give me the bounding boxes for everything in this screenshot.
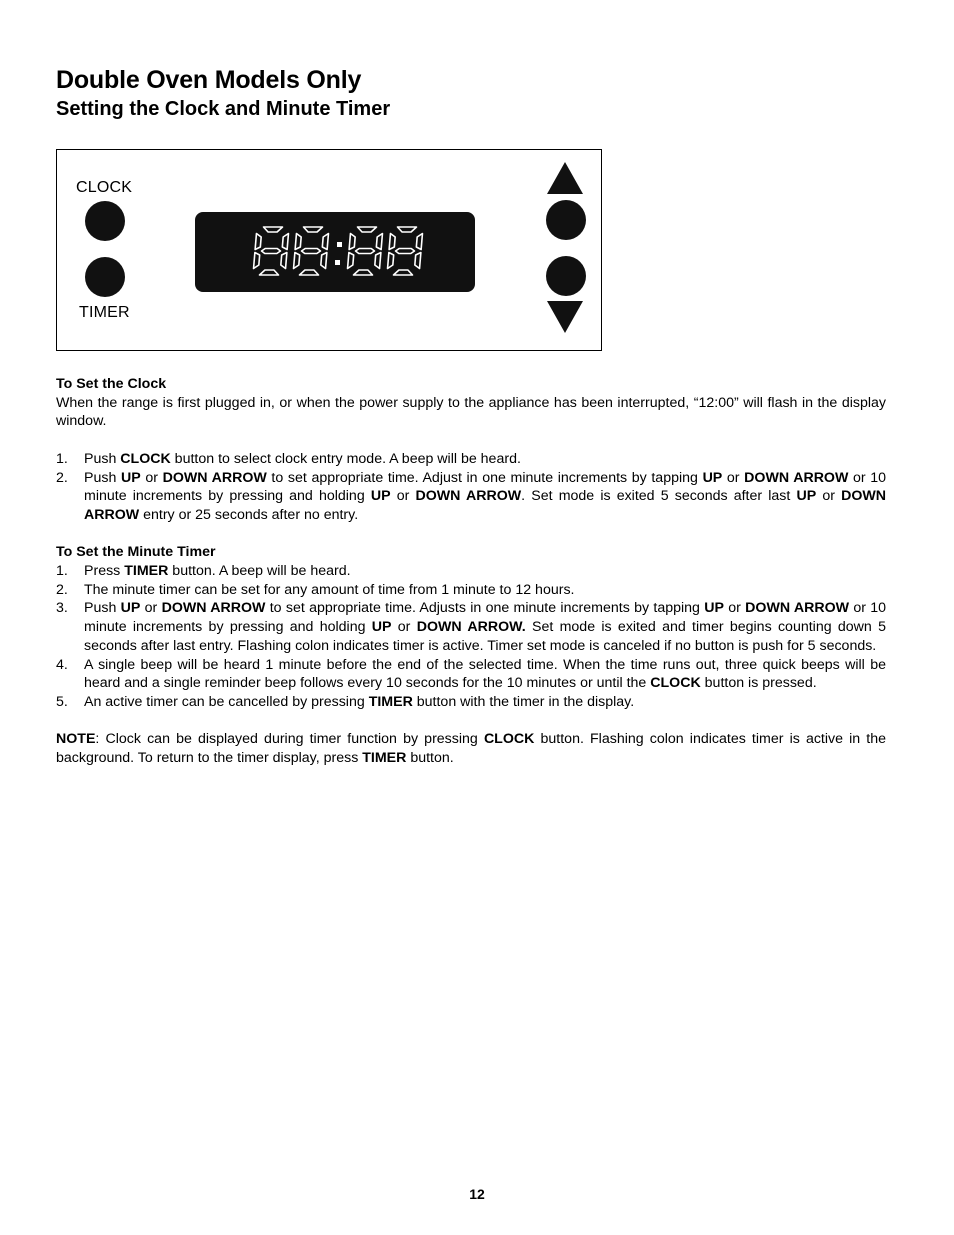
step-number: 2. bbox=[56, 581, 68, 598]
text-run: button is pressed. bbox=[700, 675, 817, 692]
set-clock-heading: To Set the Clock bbox=[56, 376, 167, 392]
bold-term: CLOCK bbox=[483, 731, 535, 748]
step-text bbox=[84, 656, 886, 693]
segment-3-a bbox=[398, 227, 417, 232]
segment-2-g bbox=[356, 249, 375, 254]
clock-label: CLOCK bbox=[76, 179, 133, 196]
down-button[interactable] bbox=[546, 256, 586, 296]
text-run: Set mode is exited and timer begins counting down 5 seconds after last entry. Flashing colon indicates timer is active. Timer set mode is canceled if no button is push for 5 seconds. bbox=[84, 619, 886, 654]
bold-term: CLOCK bbox=[120, 450, 171, 467]
segment-1-c bbox=[321, 253, 327, 269]
step-number: 5. bbox=[56, 693, 68, 710]
colon-dot bbox=[337, 242, 342, 247]
step-text bbox=[84, 581, 886, 600]
segment-3-f bbox=[389, 234, 395, 250]
digital-display bbox=[195, 212, 475, 292]
text-run: button to select clock entry mode. A beep will be heard. bbox=[170, 450, 521, 467]
timer-button[interactable] bbox=[85, 257, 125, 297]
segment-1-e bbox=[294, 253, 300, 269]
bold-term: TIMER bbox=[124, 563, 169, 579]
segment-3-g bbox=[396, 249, 415, 254]
segment-2-b bbox=[376, 234, 382, 250]
step-number: 1. bbox=[56, 450, 68, 467]
bold-term: DOWN ARROW bbox=[744, 469, 849, 486]
bold-term: DOWN ARROW bbox=[161, 600, 266, 617]
step-text bbox=[84, 693, 886, 712]
text-run: Push bbox=[84, 600, 121, 617]
bold-term: CLOCK bbox=[650, 675, 701, 692]
segment-3-c bbox=[415, 253, 421, 269]
set-timer-steps bbox=[56, 562, 886, 712]
bold-term: DOWN ARROW bbox=[745, 600, 850, 617]
bold-term: UP bbox=[120, 469, 141, 486]
text-run: Push bbox=[84, 469, 121, 486]
step-item bbox=[56, 656, 886, 693]
text-run: or bbox=[391, 619, 417, 636]
step-item bbox=[56, 562, 886, 581]
bold-term: TIMER bbox=[362, 750, 407, 767]
text-run: or bbox=[722, 469, 745, 486]
instructions-body bbox=[56, 375, 886, 768]
bold-term: UP bbox=[702, 469, 723, 486]
segment-0-g bbox=[262, 249, 281, 254]
text-run: entry or 25 seconds after no entry. bbox=[139, 506, 359, 523]
text-run: Press bbox=[84, 563, 125, 579]
step-item bbox=[56, 469, 886, 525]
text-run: button with the timer in the display. bbox=[412, 693, 635, 710]
text-run: The minute timer can be set for any amount of time from 1 minute to 12 hours. bbox=[84, 581, 575, 598]
text-run: or bbox=[140, 600, 162, 617]
segment-0-f bbox=[255, 234, 261, 250]
segment-2-f bbox=[349, 234, 355, 250]
segment-3-d bbox=[394, 270, 413, 275]
bold-term: DOWN ARROW bbox=[162, 469, 267, 486]
text-run: : Clock can be displayed during timer function by pressing bbox=[95, 731, 484, 748]
text-run: or 10 minute increments by pressing and holding bbox=[84, 600, 887, 636]
segment-0-d bbox=[260, 270, 279, 275]
text-run: or bbox=[140, 469, 163, 486]
step-text bbox=[84, 469, 886, 525]
segment-3-e bbox=[388, 253, 394, 269]
text-run: to set appropriate time. Adjusts in one minute increments by tapping bbox=[265, 600, 705, 617]
bold-term: NOTE bbox=[56, 731, 96, 748]
text-run: or 10 minute increments by pressing and holding bbox=[84, 469, 887, 505]
up-arrow-icon bbox=[546, 161, 584, 195]
segment-0-e bbox=[254, 253, 260, 269]
bold-term: TIMER bbox=[368, 693, 413, 710]
page-number: 12 bbox=[469, 1186, 485, 1202]
segment-3-b bbox=[416, 234, 422, 250]
note-paragraph bbox=[56, 730, 886, 767]
bold-term: UP bbox=[371, 619, 392, 636]
segment-2-d bbox=[354, 270, 373, 275]
step-item bbox=[56, 450, 886, 469]
segment-1-g bbox=[302, 249, 321, 254]
text-run: button. Flashing colon indicates timer is active in the background. To return to the timer display, press bbox=[56, 731, 887, 767]
segment-2-a bbox=[358, 227, 377, 232]
segment-1-f bbox=[295, 234, 301, 250]
up-button[interactable] bbox=[546, 200, 586, 240]
step-number: 4. bbox=[56, 656, 68, 673]
segment-0-a bbox=[264, 227, 283, 232]
page-title: Double Oven Models Only bbox=[56, 66, 362, 94]
bold-term: UP bbox=[120, 600, 141, 617]
step-number: 3. bbox=[56, 600, 68, 617]
segment-0-c bbox=[281, 253, 287, 269]
segment-0-b bbox=[282, 234, 288, 250]
step-number: 2. bbox=[56, 469, 68, 486]
step-item bbox=[56, 599, 886, 655]
seven-segment-readout bbox=[195, 212, 475, 292]
text-run: or bbox=[390, 488, 416, 505]
colon-dot bbox=[335, 260, 340, 265]
step-text bbox=[84, 450, 886, 469]
text-run: or bbox=[723, 600, 746, 617]
segment-1-d bbox=[300, 270, 319, 275]
down-arrow-icon bbox=[546, 300, 584, 334]
segment-2-c bbox=[375, 253, 381, 269]
bold-term: UP bbox=[704, 600, 724, 617]
clock-button[interactable] bbox=[85, 201, 125, 241]
section-subtitle: Setting the Clock and Minute Timer bbox=[56, 98, 391, 120]
segment-1-a bbox=[304, 227, 323, 232]
text-run: button. A beep will be heard. bbox=[168, 563, 351, 579]
set-clock-intro: When the range is first plugged in, or when the power supply to the appliance has been interrupted, “12:00” will flash in the display window. bbox=[56, 394, 886, 430]
text-run: . Set mode is exited 5 seconds after last bbox=[521, 488, 797, 505]
segment-2-e bbox=[348, 253, 354, 269]
bold-term: DOWN ARROW bbox=[415, 488, 522, 505]
step-item bbox=[56, 581, 886, 600]
step-number: 1. bbox=[56, 563, 68, 579]
bold-term: DOWN ARROW bbox=[84, 488, 887, 523]
text-run: An active timer can be cancelled by pressing bbox=[84, 693, 369, 710]
text-run: button. bbox=[406, 750, 454, 767]
text-run: A single beep will be heard 1 minute before the end of the selected time. When the time runs out, three quick beeps will be heard and a single reminder beep follows every 10 seconds for the 10 minutes or until the bbox=[84, 656, 886, 692]
bold-term: DOWN ARROW. bbox=[416, 619, 526, 636]
set-clock-steps bbox=[56, 450, 886, 525]
control-panel-diagram bbox=[56, 149, 602, 351]
step-item bbox=[56, 693, 886, 712]
bold-term: UP bbox=[370, 488, 391, 505]
step-text bbox=[84, 599, 886, 655]
text-run: Push bbox=[84, 450, 121, 467]
text-run: or bbox=[816, 488, 842, 505]
bold-term: UP bbox=[796, 488, 817, 505]
set-timer-heading: To Set the Minute Timer bbox=[56, 544, 216, 561]
segment-1-b bbox=[322, 234, 328, 250]
step-text bbox=[84, 562, 886, 581]
text-run: to set appropriate time. Adjust in one minute increments by tapping bbox=[266, 469, 703, 486]
timer-label: TIMER bbox=[79, 304, 130, 321]
